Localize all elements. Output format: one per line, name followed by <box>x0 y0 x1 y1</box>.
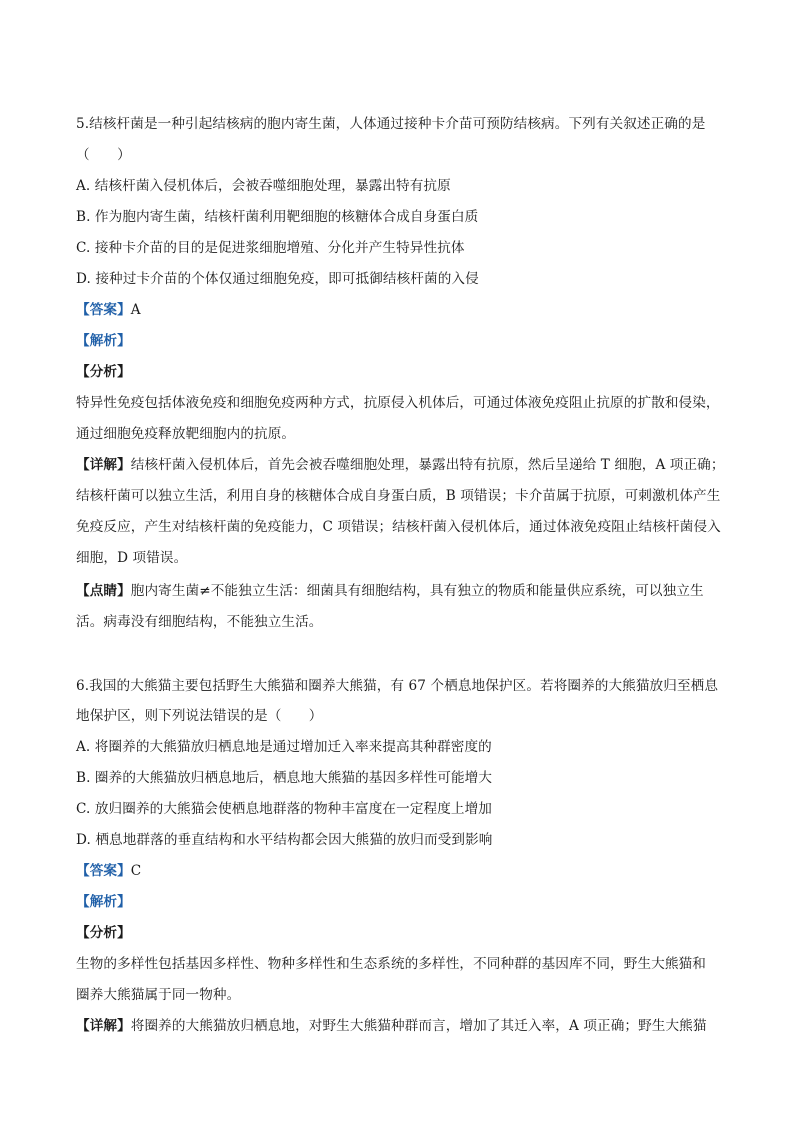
q5-option-b: B. 作为胞内寄生菌，结核杆菌利用靶细胞的核糖体合成自身蛋白质 <box>76 209 479 225</box>
q5-xiangjie-line-1 <box>76 455 726 475</box>
q6-stem-line-2: 地保护区，则下列说法错误的是（ ） <box>76 708 323 724</box>
q5-fenxi-label: 【分析】 <box>76 364 131 380</box>
q5-fenxi-line <box>76 362 726 382</box>
q6-stem-line-1: 6.我国的大熊猫主要包括野生大熊猫和圈养大熊猫，有 67 个栖息地保护区。若将圈养的大熊猫放归至栖息 <box>76 678 719 694</box>
q6-option-c: C. 放归圈养的大熊猫会使栖息地群落的物种丰富度在一定程度上增加 <box>76 801 492 817</box>
q5-option-a: A. 结核杆菌入侵机体后，会被吞噬细胞处理，暴露出特有抗原 <box>76 178 451 194</box>
q5-dianjing-text-2: 活。病毒没有细胞结构，不能独立生活。 <box>76 614 323 630</box>
q6-fenxi-label: 【分析】 <box>76 925 131 941</box>
q6-fenxi-line <box>76 923 726 943</box>
q5-xiangjie-text-3: 免疫反应，产生对结核杆菌的免疫能力，C 项错误；结核杆菌入侵机体后，通过体液免疫阻止结核杆菌侵入 <box>76 519 721 535</box>
q5-answer-line <box>76 300 726 320</box>
q5-jiexi-line <box>76 331 726 351</box>
q6-fenxi-text-2: 圈养大熊猫属于同一物种。 <box>76 987 241 1003</box>
q5-dianjing-label: 【点睛】 <box>76 583 131 599</box>
q6-option-b: B. 圈养的大熊猫放归栖息地后，栖息地大熊猫的基因多样性可能增大 <box>76 770 493 786</box>
q5-xiangjie-text-2: 结核杆菌可以独立生活，利用自身的核糖体合成自身蛋白质，B 项错误；卡介苗属于抗原，可刺激机体产生 <box>76 488 721 504</box>
q5-xiangjie-label: 【详解】 <box>76 457 131 473</box>
q5-option-c: C. 接种卡介苗的目的是促进浆细胞增殖、分化并产生特异性抗体 <box>76 240 465 256</box>
q6-answer-label: 【答案】 <box>76 863 131 879</box>
q5-answer-label: 【答案】 <box>76 302 131 318</box>
q5-dianjing-text-1: 胞内寄生菌≠不能独立生活：细菌具有细胞结构，具有独立的物质和能量供应系统，可以独立生 <box>130 583 704 599</box>
q5-option-d: D. 接种过卡介苗的个体仅通过细胞免疫，即可抵御结核杆菌的入侵 <box>76 271 479 287</box>
q5-stem-line-2: （ ） <box>76 147 131 163</box>
q5-xiangjie-text-1: 结核杆菌入侵机体后，首先会被吞噬细胞处理，暴露出特有抗原，然后呈递给 T 细胞，A 项正确； <box>130 457 725 473</box>
q6-jiexi-line <box>76 892 726 912</box>
q5-fenxi-text-2: 通过细胞免疫释放靶细胞内的抗原。 <box>76 426 296 442</box>
q5-fenxi-text-1: 特异性免疫包括体液免疫和细胞免疫两种方式，抗原侵入机体后，可通过体液免疫阻止抗原的扩散和侵染， <box>76 395 720 411</box>
q5-xiangjie-text-4: 细胞，D 项错误。 <box>76 550 188 566</box>
q6-xiangjie-label: 【详解】 <box>76 1018 131 1034</box>
q6-option-d: D. 栖息地群落的垂直结构和水平结构都会因大熊猫的放归而受到影响 <box>76 832 493 848</box>
q6-fenxi-text-1: 生物的多样性包括基因多样性、物种多样性和生态系统的多样性，不同种群的基因库不同，野生大熊猫和 <box>76 956 706 972</box>
q5-stem-line-1: 5.结核杆菌是一种引起结核病的胞内寄生菌，人体通过接种卡介苗可预防结核病。下列有关叙述正确的是 <box>76 116 706 132</box>
q6-xiangjie-text-1: 将圈养的大熊猫放归栖息地，对野生大熊猫种群而言，增加了其迁入率，A 项正确；野生大熊猫 <box>130 1018 707 1034</box>
q5-answer-value: A <box>130 302 141 318</box>
q5-jiexi-label: 【解析】 <box>76 333 131 349</box>
q6-answer-line <box>76 861 726 881</box>
q5-dianjing-line-1 <box>76 581 726 601</box>
q6-jiexi-label: 【解析】 <box>76 894 131 910</box>
q6-answer-value: C <box>130 863 142 879</box>
q6-xiangjie-line-1 <box>76 1016 726 1036</box>
q6-option-a: A. 将圈养的大熊猫放归栖息地是通过增加迁入率来提高其种群密度的 <box>76 739 492 755</box>
